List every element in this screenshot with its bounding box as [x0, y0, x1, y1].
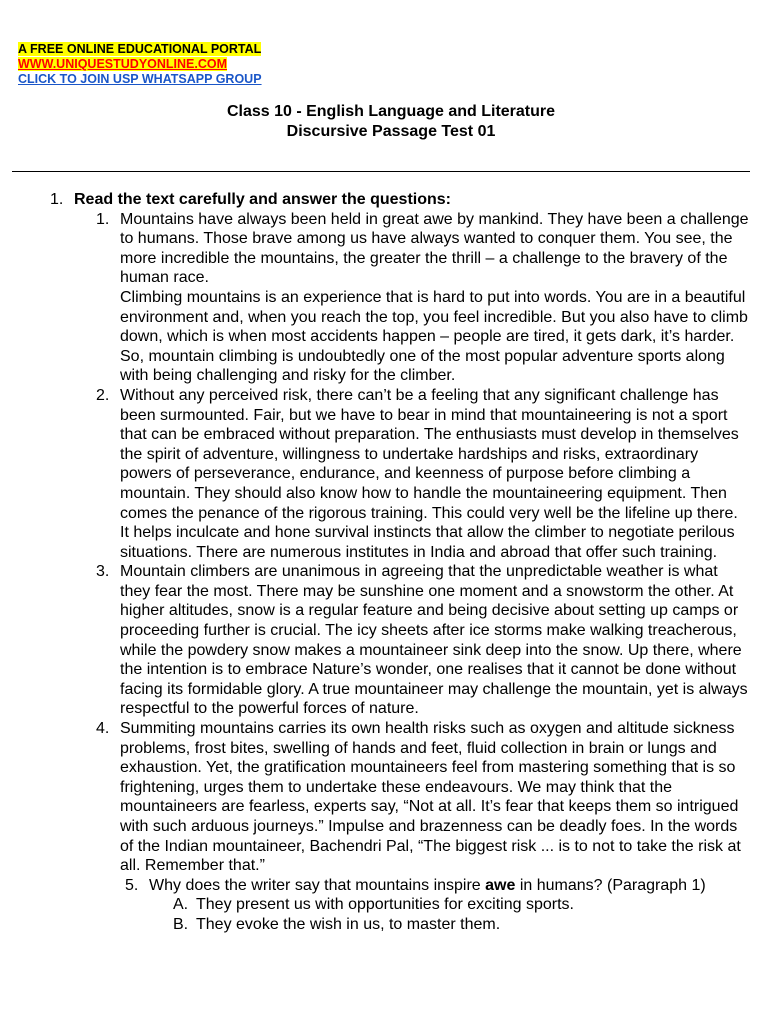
title-line-2: Discursive Passage Test 01	[286, 123, 496, 140]
website-link[interactable]: WWW.UNIQUESTUDYONLINE.COM	[18, 57, 228, 71]
question-number: 1.	[50, 191, 64, 208]
paragraph-number: 2.	[96, 386, 110, 404]
paragraph-text: Without any perceived risk, there can’t be a feeling that any significant challenge has been surmounted. Fair, but we have to bear in mind that mountaineering is not a sport that can be embraced without preparation. The enthusiasts must develop in themselves the spirit of adventure, willingness to undertake hardships and risks, extraordinary powers of perseverance, endurance, and keenness of purpose before climbing a mountain. They should also know how to handle the mountaineering equipment. Then comes the penance of the rigorous training. This could very well be the lifeline up there. It helps inculcate and hone survival instincts that allow the climber to negotiate perilous situations. There are numerous institutes in India and abroad that offer such training.	[120, 386, 739, 561]
paragraph-text: Mountain climbers are unanimous in agreeing that the unpredictable weather is what they fear the most. There may be sunshine one moment and a snowstorm the other. At higher altitudes, snow is a regular feature and being decisive about setting up camps or proceeding further is crucial. The icy sheets after ice storms make walking treacherous, while the powdery snow makes a mountaineer sink deep into the snow. Up there, where the intention is to embrace Nature’s wonder, one realises that it cannot be done without facing its formidable glory. A true mountaineer may challenge the mountain, yet is always respectful to the powerful forces of nature.	[120, 563, 748, 718]
option-label: A.	[173, 896, 189, 914]
option-text: They evoke the wish in us, to master them.	[196, 915, 501, 933]
paragraph-number: 3.	[96, 563, 110, 581]
paragraph-number: 1.	[96, 210, 110, 228]
sub-question-text-after: in humans? (Paragraph 1)	[515, 876, 706, 894]
paragraph-4	[0, 719, 768, 876]
paragraph-number: 4.	[96, 720, 110, 738]
paragraph-2	[0, 386, 768, 562]
paragraph-text: Summiting mountains carries its own health risks such as oxygen and altitude sickness problems, frost bites, swelling of hands and feet, fluid collection in brain or lungs and exhaustion. Yet, the gratification mountaineers feel from mastering something that is so frightening, urges them to undertake these endeavours. We may think that the mountaineers are fearless, experts say, “Not at all. It’s fear that keeps them so intrigued with such arduous journeys.” Impulse and brazenness can be deadly foes. In the words of the Indian mountaineer, Bachendri Pal, “The biggest risk ... is to not to take the risk at all. Remember that.”	[120, 720, 741, 875]
paragraph-3	[0, 562, 768, 719]
whatsapp-group-link[interactable]: CLICK TO JOIN USP WHATSAPP GROUP	[18, 72, 262, 86]
question-heading	[0, 190, 768, 210]
document-title	[0, 102, 768, 142]
option-label: B.	[173, 915, 189, 933]
sub-question-number: 5.	[125, 876, 139, 894]
portal-header	[18, 40, 262, 85]
horizontal-divider	[12, 171, 750, 172]
title-line-1: Class 10 - English Language and Literature	[226, 103, 556, 120]
option-a[interactable]	[0, 895, 768, 915]
paragraph-text: Climbing mountains is an experience that is hard to put into words. You are in a beautiful environment and, when you reach the top, you feel incredible. But you also have to climb down, which is when most accidents happen – people are tired, it gets dark, it’s harder. So, mountain climbing is undoubtedly one of the most popular adventure sports along with being challenging and risky for the climber.	[120, 288, 748, 385]
option-b[interactable]	[0, 915, 768, 935]
paragraph-text: Mountains have always been held in great awe by mankind. They have been a challenge to humans. Those brave among us have always wanted to conquer them. You see, the more incredible the mountains, the greater the thrill – a challenge to the bravery of the human race.	[120, 210, 749, 287]
sub-question-text-before: Why does the writer say that mountains inspire	[149, 876, 486, 894]
portal-label: A FREE ONLINE EDUCATIONAL PORTAL	[18, 42, 262, 56]
sub-question-bold-word: awe	[485, 876, 516, 894]
question-content	[0, 190, 768, 935]
question-instruction: Read the text carefully and answer the questions:	[74, 191, 451, 208]
sub-question-5	[0, 876, 768, 896]
option-text: They present us with opportunities for exciting sports.	[196, 896, 574, 914]
paragraph-1	[0, 210, 768, 386]
